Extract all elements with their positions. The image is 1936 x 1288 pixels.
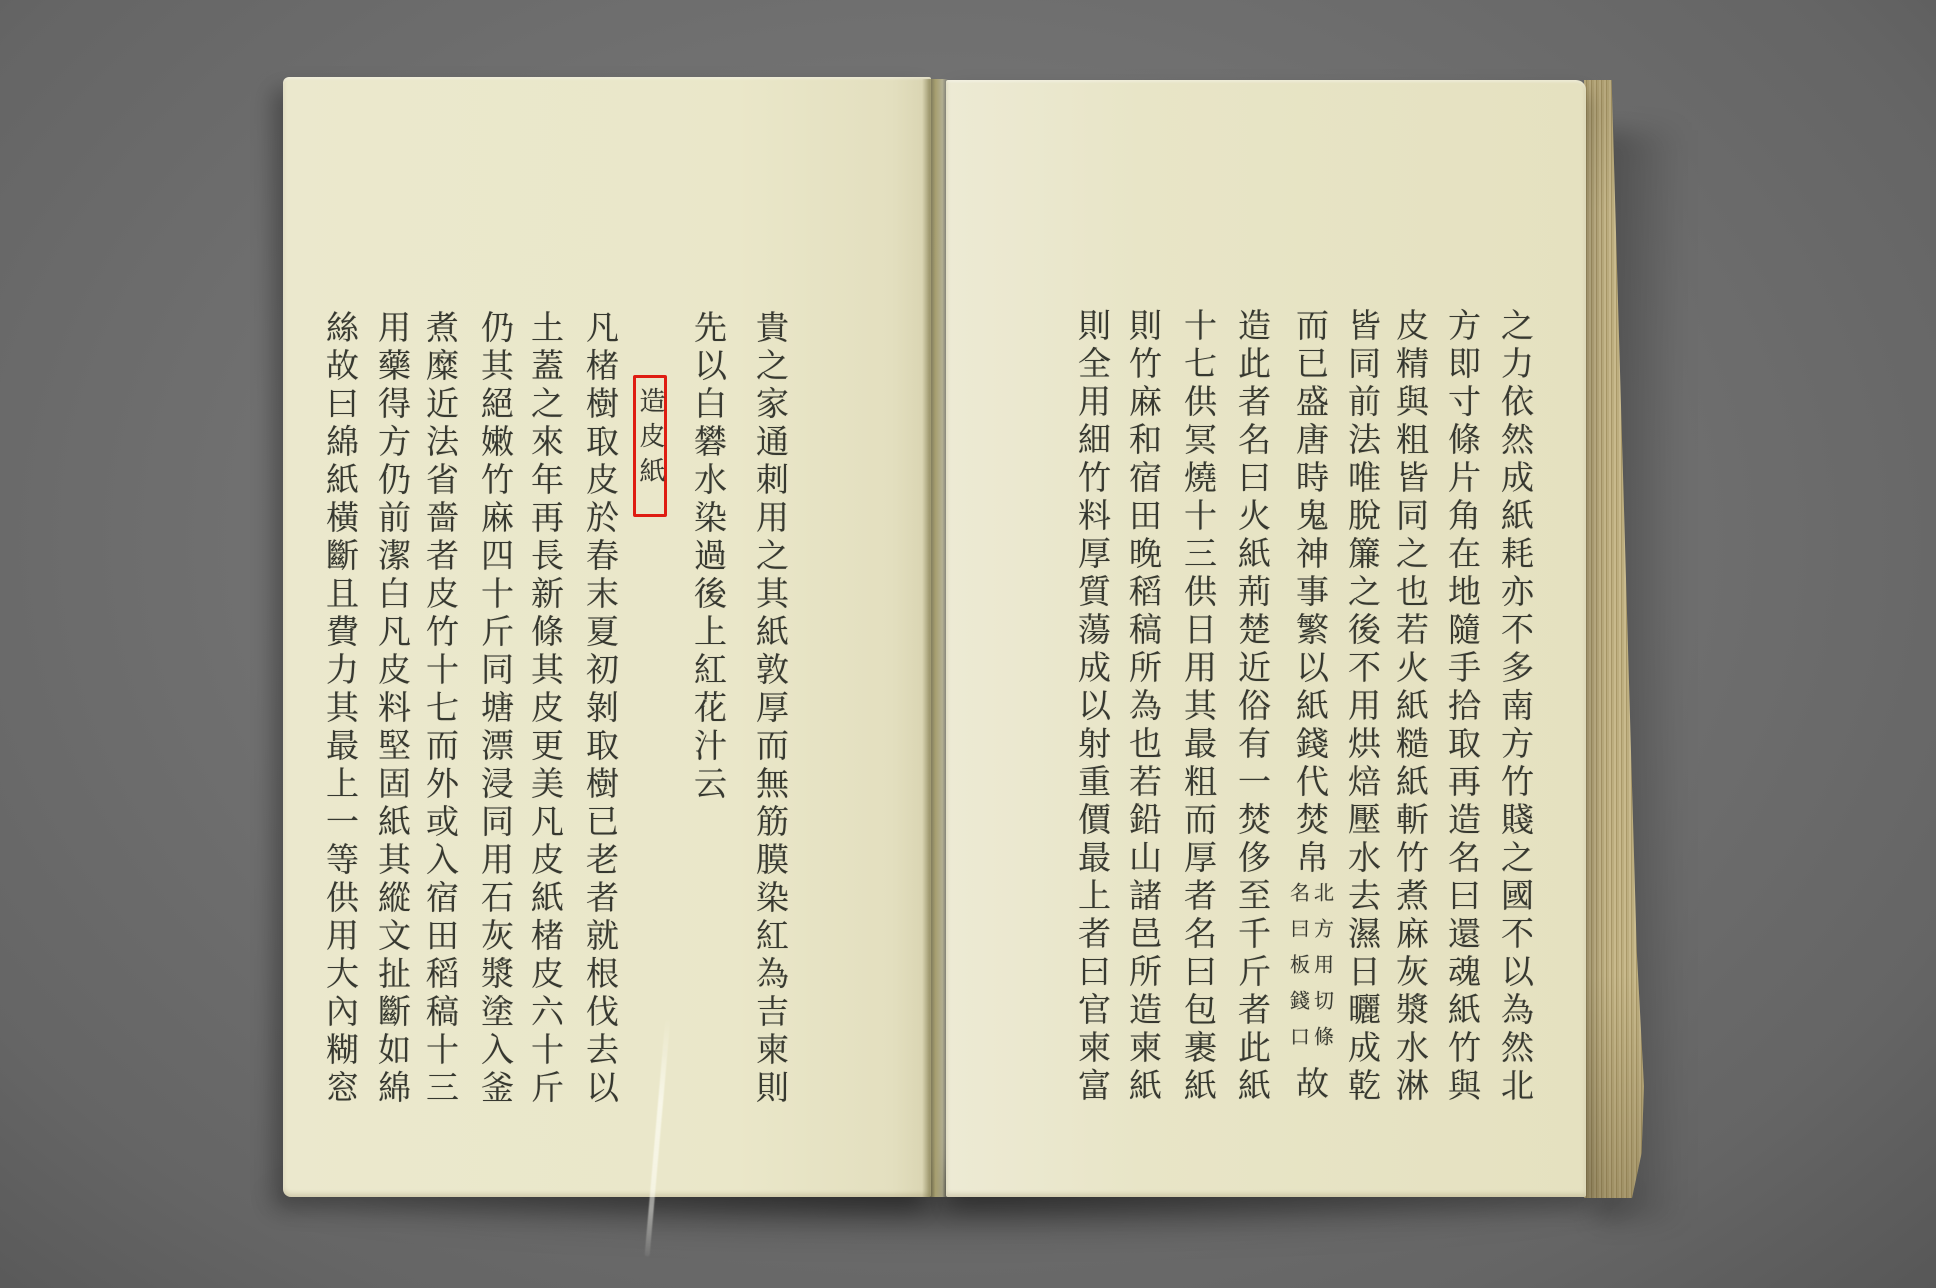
text-column	[418, 310, 462, 1108]
column-text: 絲故曰綿紙橫斷且費力其最上一等供用大內糊窓	[321, 310, 360, 1108]
text-column	[523, 310, 567, 1108]
column-text: 故	[1291, 1066, 1330, 1104]
column-text: 土蓋之來年再長新條其皮更美凡皮紙楮皮六十斤	[526, 310, 565, 1108]
column-text: 先以白礬水染過後上紅花汁云	[689, 310, 728, 804]
column-text: 而已盛唐時鬼神事繁以紙錢代焚帛	[1291, 308, 1330, 878]
column-text: 皆同前法唯脫簾之後不用烘焙壓水去濕日曬成乾	[1343, 308, 1382, 1106]
column-text: 貴之家通刺用之其紙敦厚而無筋膜染紅為吉柬則	[751, 310, 790, 1108]
column-text: 之力依然成紙耗亦不多南方竹賤之國不以為然北	[1496, 308, 1535, 1106]
page-edges-stack	[1584, 80, 1644, 1198]
text-column	[473, 310, 517, 1108]
column-text: 仍其絕嫩竹麻四十斤同塘漂浸同用石灰漿塗入釜	[476, 310, 515, 1108]
column-text: 凡楮樹取皮於春末夏初剝取樹已老者就根伐去以	[581, 310, 620, 1108]
column-text: 則全用細竹料厚質蕩成以射重價最上者曰官柬富	[1073, 308, 1112, 1106]
text-column	[370, 310, 414, 1108]
column-text: 用藥得方仍前潔白凡皮料堅固紙其縱文扯斷如綿	[373, 310, 412, 1108]
column-text: 煮糜近法省嗇者皮竹十七而外或入宿田稻稿十三	[421, 310, 460, 1108]
text-column	[1493, 308, 1537, 1106]
right-page	[946, 80, 1586, 1197]
text-column	[1070, 308, 1114, 1106]
column-text: 則竹麻和宿田晚稻稿所為也若鉛山諸邑所造柬紙	[1124, 308, 1163, 1106]
text-column	[1176, 308, 1220, 1106]
text-column	[1340, 308, 1384, 1106]
section-title: 造皮紙	[635, 387, 665, 492]
text-column	[1388, 308, 1432, 1106]
red-annotation-box	[633, 375, 667, 517]
text-column	[686, 310, 730, 804]
page-crease	[645, 1017, 671, 1257]
note-right-line: 北方用切條	[1310, 882, 1335, 1062]
interlinear-note	[1288, 882, 1333, 1062]
text-column	[318, 310, 362, 1108]
book-gutter	[922, 79, 948, 1197]
text-column	[578, 310, 622, 1108]
column-text: 造此者名曰火紙荊楚近俗有一焚侈至千斤者此紙	[1233, 308, 1272, 1106]
column-text: 方即寸條片角在地隨手拾取再造名曰還魂紙竹與	[1443, 308, 1482, 1106]
text-column	[1440, 308, 1484, 1106]
text-column	[1121, 308, 1165, 1106]
left-page	[283, 77, 931, 1197]
note-left-line: 名曰板錢口	[1286, 882, 1311, 1062]
text-column-with-note	[1286, 308, 1335, 1104]
text-column	[1230, 308, 1274, 1106]
column-text: 十七供冥燒十三供日用其最粗而厚者名曰包裹紙	[1179, 308, 1218, 1106]
text-column	[748, 310, 792, 1108]
column-text: 皮精與粗皆同之也若火紙糙紙斬竹煮麻灰漿水淋	[1391, 308, 1430, 1106]
